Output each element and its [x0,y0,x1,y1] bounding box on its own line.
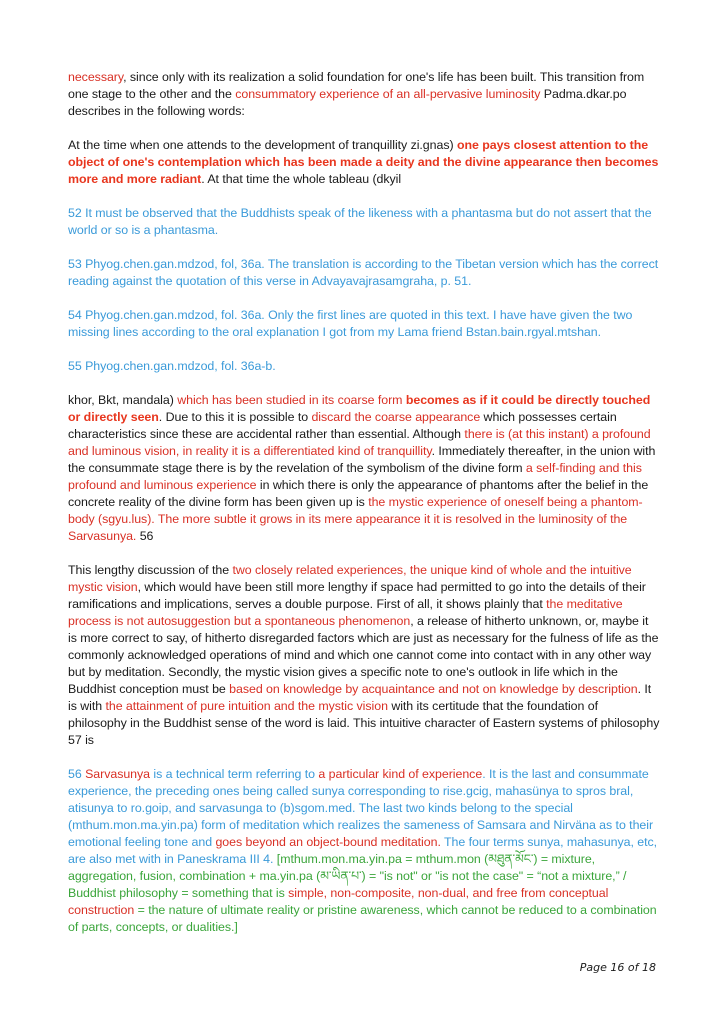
highlighted-text: Sarvasunya [85,767,151,781]
footnote-paragraph [68,766,660,936]
text-run: Padma.dkar.po describes in the following words: [68,87,627,118]
text-run: . It is the last and consummate experience, the preceding ones being called sunya corresponding to rise.gcig, mahasünya to spros bral, atisunya to ro.goip, and sarvasunga to (b)sgom.med. The last two kinds belong to the special (mthum.mon.ma.yin.pa) form of meditation which realizes the sameness of Samsara and Nirväna as to their emotional feeling tone and [68,767,654,849]
body-paragraph [68,562,660,749]
body-paragraph [68,392,660,545]
body-paragraph [68,137,660,188]
text-run: . It is with [68,682,652,713]
footnote-paragraph [68,205,660,239]
text-run: = the nature of ultimate reality or pristine awareness, which cannot be reduced to a combination of parts, concepts, or dualities.] [68,903,657,934]
footnote-paragraph [68,256,660,290]
text-run: , a release of hitherto unknown, or, maybe it is more correct to say, of hitherto disregarded factors which are just as necessary for the fulness of life as the commonly acknowledged operations of mind and which one cannot come into contact with in any other way but by meditation. Secondly, the mystic vision gives a specific note to one's outlook in life which in the Buddhist conception must be [68,614,659,696]
highlighted-text: goes beyond an object-bound meditation. [215,835,441,849]
text-run: with its certitude that the foundation of philosophy in the Buddhist sense of the word is laid. This intuitive character of Eastern systems of philosophy 57 is [68,699,660,747]
text-run: 53 Phyog.chen.gan.mdzod, fol, 36a. The translation is according to the Tibetan version which has the correct reading against the quotation of this verse in Advayavajrasamgraha, p. 51. [68,257,659,288]
highlighted-text: based on knowledge by acquaintance and not on knowledge by description [229,682,638,696]
highlighted-text: discard the coarse appearance [311,410,481,424]
text-run: 54 Phyog.chen.gan.mdzod, fol. 36a. Only the first lines are quoted in this text. I have have given the two missing lines according to the oral explanation I got from my Lama friend Bstan.bain.rgyal.mtshan. [68,308,633,339]
document-body [68,69,660,936]
text-run: is a technical term referring to [150,767,319,781]
highlighted-text: there is (at this instant) a profound and luminous vision, in reality it is a differentiated kind of tranquillity [68,427,651,458]
document-page [68,69,660,953]
text-run: . Immediately thereafter, in the union with the consummate stage there is by the revelation of the symbolism of the divine form [68,444,656,475]
highlighted-text: a self-finding and this profound and luminous experience [68,461,642,492]
text-run: . At that time the whole tableau (dkyil [201,172,402,186]
footnote-paragraph [68,307,660,341]
highlighted-text: two closely related experiences, the unique kind of whole and the intuitive mystic vision [68,563,632,594]
highlighted-text: the attainment of pure intuition and the mystic vision [105,699,388,713]
footnote-paragraph [68,358,660,375]
highlighted-text: necessary [68,70,124,84]
text-run: 52 It must be observed that the Buddhists speak of the likeness with a phantasma but do not assert that the world or so is a phantasma. [68,206,652,237]
text-run: khor, Bkt, mandala) [68,393,178,407]
text-run: which possesses certain characteristics since these are accidental rather than essential. Although [68,410,617,441]
text-run: , which would have been still more lengthy if space had permitted to go into the details of their ramifications and implications, serves a double purpose. First of all, it shows plainly that [68,580,646,611]
highlighted-bold-text: one pays closest attention to the object of one's contemplation which has been made a deity and the divine appearance then becomes more and more radiant [68,138,659,186]
text-run: , since only with its realization a solid foundation for one's life has been built. This transition from one stage to the other and the [68,70,645,101]
text-run: 56 [136,529,154,543]
highlighted-text: a particular kind of experience [318,767,483,781]
highlighted-bold-text: becomes as if it could be directly touched or directly seen [68,393,651,424]
text-run: At the time when one attends to the development of tranquillity zi.gnas) [68,138,457,152]
text-run: [mthum.mon.ma.yin.pa = mthum.mon (མཐུན་མོང་) = mixture, aggregation, fusion, combination + ma.yin.pa (མ་ཡིན་པ་) = "is not" or "is not the case" = “not a mixture,” / Buddhist philosophy = something that is [68,852,627,900]
text-run: 56 [68,767,86,781]
highlighted-text: simple, non-composite, non-dual, and free from conceptual construction [68,886,609,917]
text-run: in which there is only the appearance of phantoms after the belief in the concrete reality of the divine form has been given up is [68,478,649,509]
highlighted-text: the mystic experience of oneself being a phantom-body (sgyu.lus). The more subtle it grows in its mere appearance it it is resolved in the luminosity of the Sarvasunya. [68,495,643,543]
text-run: . Due to this it is possible to [158,410,312,424]
text-run: 55 Phyog.chen.gan.mdzod, fol. 36a-b. [68,359,276,373]
text-run: This lengthy discussion of the [68,563,233,577]
page-number: Page 16 of 18 [579,961,656,974]
body-paragraph [68,69,660,120]
highlighted-text: consummatory experience of an all-pervasive luminosity [235,87,541,101]
text-run: The four terms sunya, mahasunya, etc, are also met with in Paneskrama III 4. [68,835,658,866]
highlighted-text: the meditative process is not autosuggestion but a spontaneous phenomenon [68,597,623,628]
highlighted-text: which has been studied in its coarse form [177,393,406,407]
